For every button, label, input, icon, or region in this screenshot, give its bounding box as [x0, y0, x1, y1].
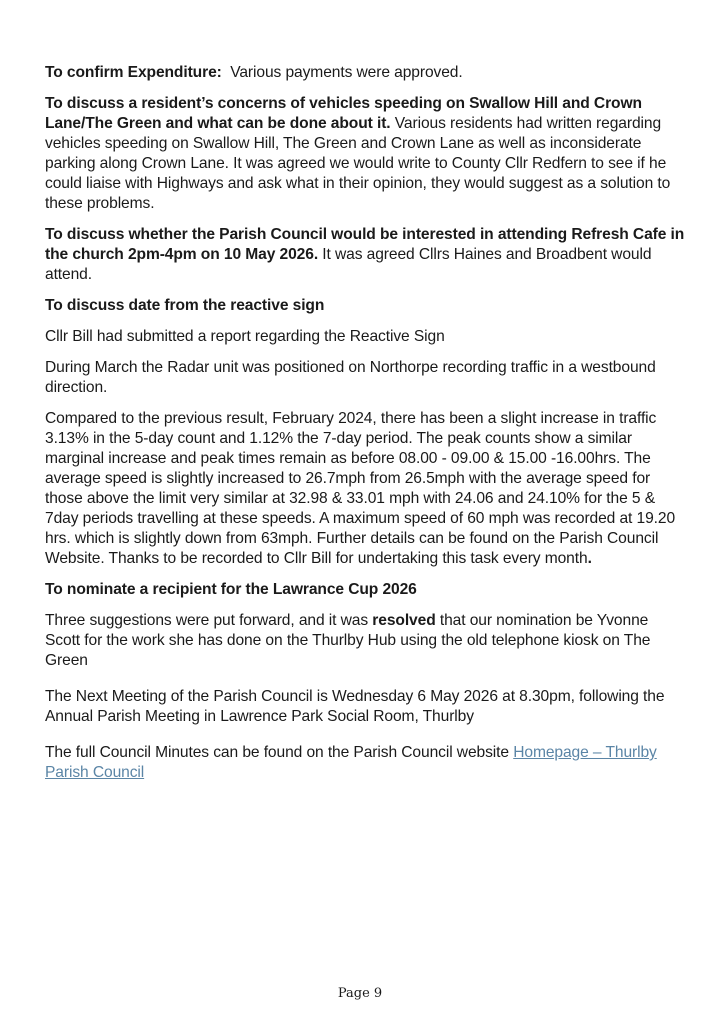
reactive-sign-heading: To discuss date from the reactive sign — [45, 297, 325, 314]
minutes-body: The full Council Minutes can be found on the Parish Council website — [45, 744, 514, 761]
speeding-body: Various residents had written regarding vehicles speeding on Swallow Hill, The Green and Crown Lane as well as inconsiderate parking along Crown Lane. It was agreed we would write to County Cllr Redfern to see if he could liaise with Highways and ask what in their opinion, they would suggest as a solution to these problems. — [45, 115, 671, 212]
reactive-sign-location: During March the Radar unit was positioned on Northorpe recording traffic in a westbound direction. — [45, 359, 656, 396]
lawrance-cup-heading: To nominate a recipient for the Lawrance Cup 2026 — [45, 581, 417, 598]
next-meeting-paragraph: The Next Meeting of the Parish Council is Wednesday 6 May 2026 at 8.30pm, following the Annual Parish Meeting in Lawrence Park Social Room, Thurlby — [45, 688, 665, 725]
reactive-sign-results-text: Compared to the previous result, February 2024, there has been a slight increase in traffic 3.13% in the 5-day count and 1.12% the 7-day period. The peak counts show a similar marginal increase and peak times remain as before 08.00 - 09.00 & 15.00 -16.00hrs. The average speed is slightly increased to 26.7mph from 26.5mph with the average speed for those above the limit very similar at 32.98 & 33.01 mph with 24.06 and 24.10% for the 5 & 7day periods travelling at these speeds. A maximum speed of 60 mph was recorded at 19.20 hrs. which is slightly down from 63mph. Further details can be found on the Parish Council Website. Thanks to be recorded to Cllr Bill for undertaking this task every month — [45, 410, 676, 567]
refresh-cafe-heading: To discuss whether the Parish Council would be interested in attending Refresh Cafe in the church 2pm-4pm on 10 May 2026. — [45, 226, 685, 263]
homepage-link[interactable]: Homepage – Thurlby Parish Council — [45, 744, 657, 781]
reactive-sign-results — [45, 409, 685, 569]
reactive-sign-report: Cllr Bill had submitted a report regarding the Reactive Sign — [45, 328, 445, 345]
page-content — [45, 63, 685, 794]
lawrance-cup-body-after: that our nomination be Yvonne Scott for the work she has done on the Thurlby Hub using the old telephone kiosk on The Green — [45, 612, 651, 669]
lawrance-cup-paragraph — [45, 611, 685, 671]
expenditure-paragraph — [45, 63, 685, 83]
minutes-paragraph — [45, 743, 685, 783]
reactive-sign-results-end: . — [587, 550, 592, 567]
lawrance-cup-body-before: Three suggestions were put forward, and it was — [45, 612, 373, 629]
speeding-heading: To discuss a resident’s concerns of vehicles speeding on Swallow Hill and Crown Lane/The Green and what can be done about it. — [45, 95, 642, 132]
expenditure-heading: To confirm Expenditure: — [45, 64, 222, 81]
page-number: Page 9 — [337, 986, 383, 1001]
expenditure-body: Various payments were approved. — [230, 64, 463, 81]
lawrance-cup-resolved: resolved — [372, 612, 436, 629]
speeding-paragraph — [45, 94, 685, 214]
refresh-cafe-paragraph — [45, 225, 685, 285]
refresh-cafe-body: It was agreed Cllrs Haines and Broadbent would attend. — [45, 246, 652, 283]
